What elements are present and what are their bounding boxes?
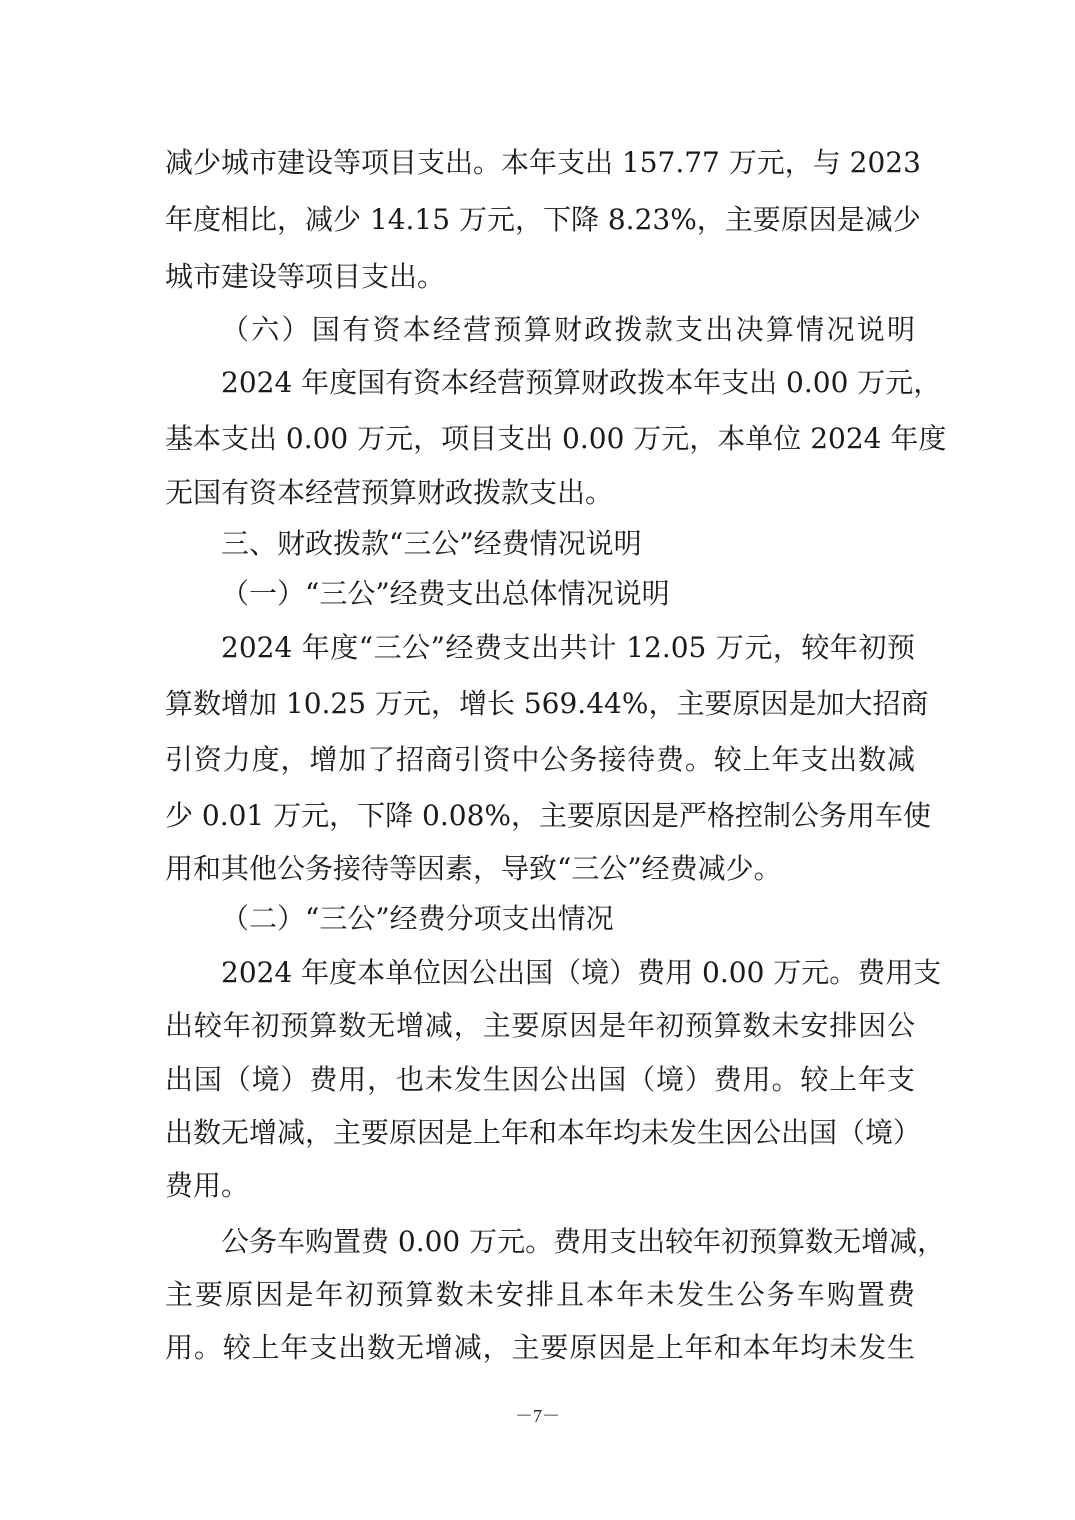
- paragraph-line: 公务车购置费 0.00 万元。费用支出较年初预算数无增减，: [221, 1225, 946, 1258]
- paragraph-line: 无国有资本经营预算财政拨款支出。: [165, 476, 614, 509]
- paragraph-line: 2024 年度国有资本经营预算财政拨本年支出 0.00 万元，: [221, 366, 942, 399]
- paragraph-line: 引资力度，增加了招商引资中公务接待费。较上年支出数减: [165, 743, 915, 776]
- subsection-heading-2: （二）“三公”经费分项支出情况: [221, 902, 614, 935]
- paragraph-line: 费用。: [165, 1169, 250, 1202]
- subsection-heading-1: （一）“三公”经费支出总体情况说明: [221, 577, 670, 610]
- section-heading-6: （六）国有资本经营预算财政拨款支出决算情况说明: [221, 313, 915, 346]
- paragraph-line: 2024 年度“三公”经费支出共计 12.05 万元，较年初预: [221, 631, 915, 664]
- paragraph-line: 算数增加 10.25 万元，增长 569.44%，主要原因是加大招商: [165, 687, 929, 720]
- paragraph-line: 城市建设等项目支出。: [165, 260, 446, 293]
- paragraph-line: 减少城市建设等项目支出。本年支出 157.77 万元，与 2023: [165, 146, 921, 179]
- section-heading-3: 三、财政拨款“三公”经费情况说明: [221, 527, 642, 560]
- paragraph-line: 出数无增减，主要原因是上年和本年均未发生因公出国（境）: [165, 1116, 922, 1149]
- paragraph-line: 出国（境）费用，也未发生因公出国（境）费用。较上年支: [165, 1063, 915, 1096]
- paragraph-line: 用。较上年支出数无增减，主要原因是上年和本年均未发生: [165, 1331, 915, 1364]
- paragraph-line: 主要原因是年初预算数未安排且本年未发生公务车购置费: [165, 1278, 915, 1311]
- paragraph-line: 少 0.01 万元，下降 0.08%，主要原因是严格控制公务用车使: [165, 799, 931, 832]
- page-number: －7－: [515, 1406, 560, 1426]
- paragraph-line: 用和其他公务接待等因素，导致“三公”经费减少。: [165, 852, 782, 885]
- paragraph-line: 出较年初预算数无增减，主要原因是年初预算数未安排因公: [165, 1009, 915, 1042]
- paragraph-line: 基本支出 0.00 万元，项目支出 0.00 万元，本单位 2024 年度: [165, 422, 947, 455]
- paragraph-line: 2024 年度本单位因公出国（境）费用 0.00 万元。费用支: [221, 956, 942, 989]
- paragraph-line: 年度相比，减少 14.15 万元，下降 8.23%，主要原因是减少: [165, 203, 921, 236]
